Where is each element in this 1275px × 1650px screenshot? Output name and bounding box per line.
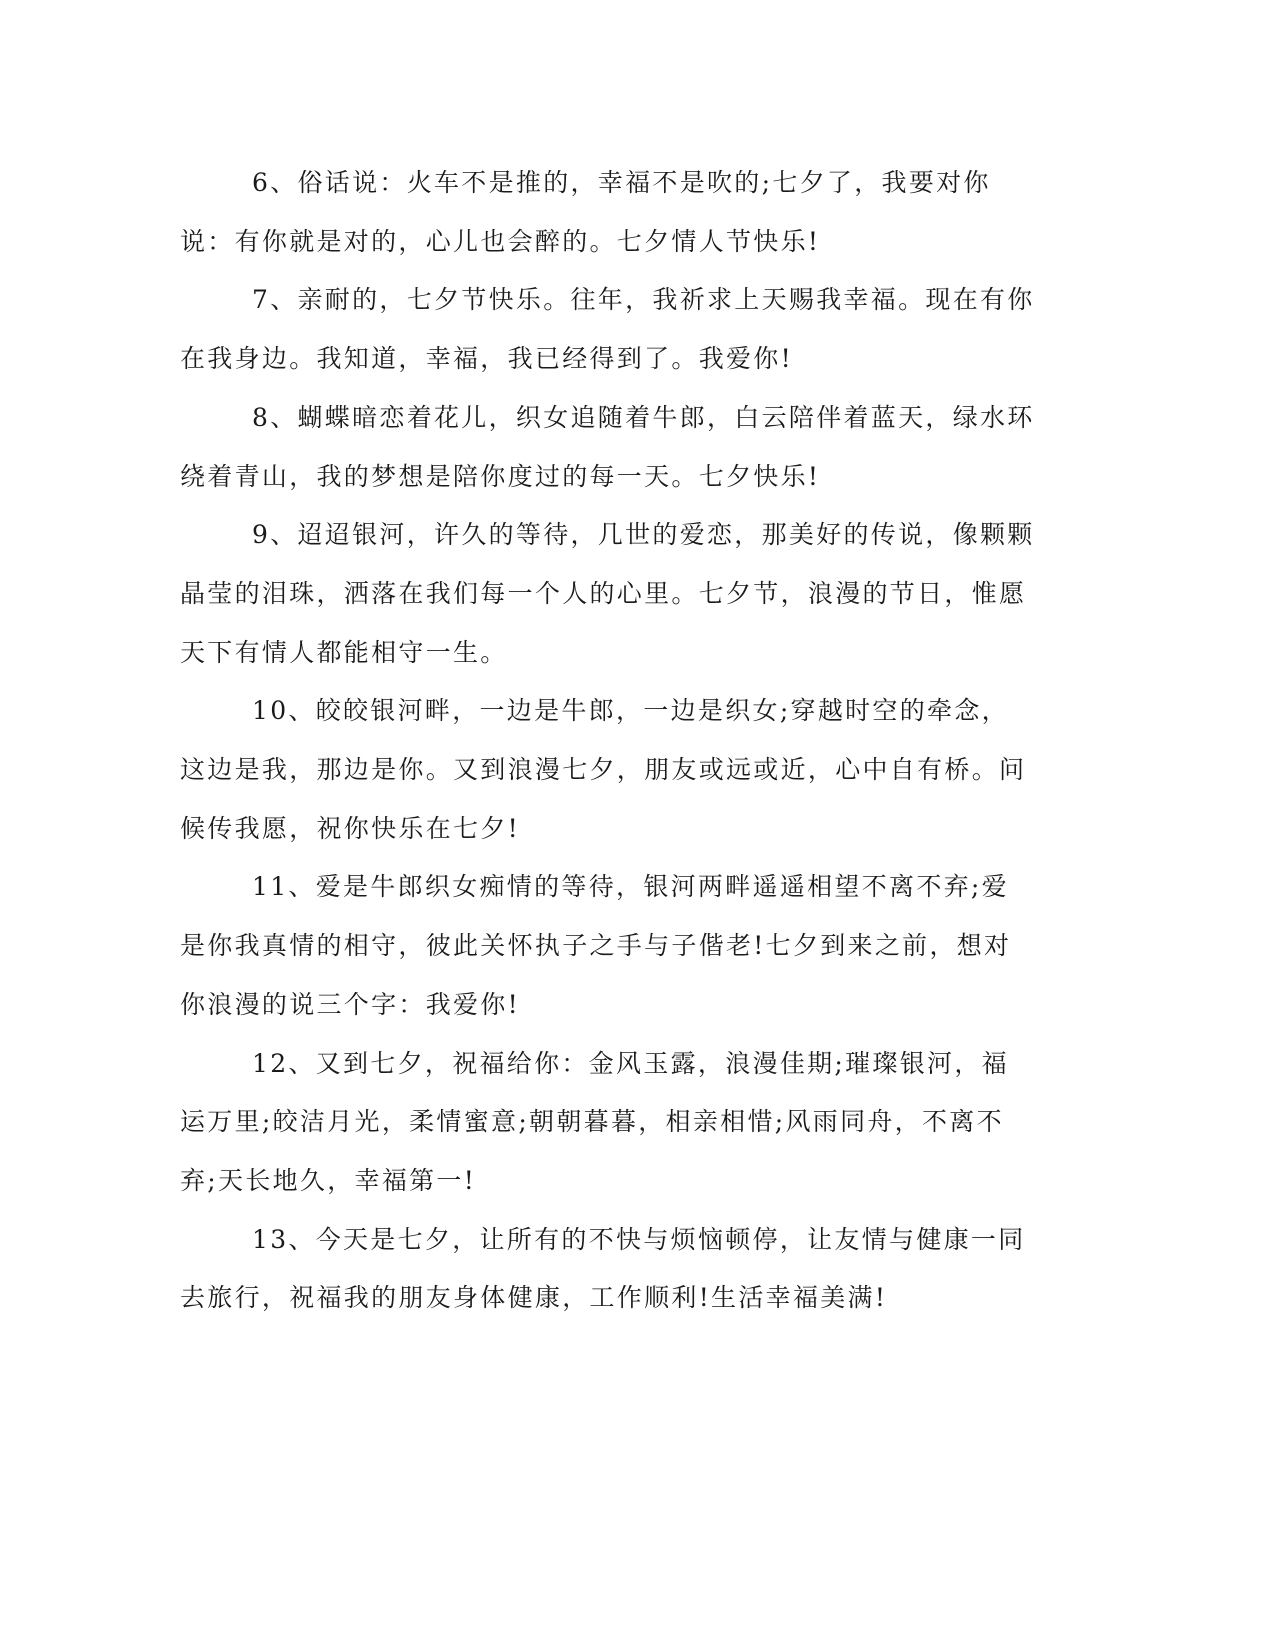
paragraph-13: 13、今天是七夕，让所有的不快与烦恼顿停，让友情与健康一同去旅行，祝福我的朋友身体健康，工作顺利!生活幸福美满! bbox=[180, 1224, 1026, 1313]
paragraph-11: 11、爱是牛郎织女痴情的等待，银河两畔遥遥相望不离不弃;爱是你我真情的相守，彼此关怀执子之手与子偕老!七夕到来之前，想对你浪漫的说三个字：我爱你! bbox=[180, 872, 1012, 1019]
document-body bbox=[180, 154, 1035, 1328]
paragraph-12: 12、又到七夕，祝福给你：金风玉露，浪漫佳期;璀璨银河，福运万里;皎洁月光，柔情蜜意;朝朝暮暮，相亲相惜;风雨同舟，不离不弃;天长地久，幸福第一! bbox=[180, 1048, 1009, 1195]
paragraph-7: 7、亲耐的，七夕节快乐。往年，我祈求上天赐我幸福。现在有你在我身边。我知道，幸福，我已经得到了。我爱你! bbox=[180, 285, 1035, 374]
paragraph-10: 10、皎皎银河畔，一边是牛郎，一边是织女;穿越时空的牵念，这边是我，那边是你。又到浪漫七夕，朋友或远或近，心中自有桥。问候传我愿，祝你快乐在七夕! bbox=[180, 696, 1027, 843]
paragraph-6: 6、俗话说：火车不是推的，幸福不是吹的;七夕了，我要对你说：有你就是对的，心儿也会醉的。七夕情人节快乐! bbox=[180, 168, 991, 256]
paragraph-8: 8、蝴蝶暗恋着花儿，织女追随着牛郎，白云陪伴着蓝天，绿水环绕着青山，我的梦想是陪你度过的每一天。七夕快乐! bbox=[180, 402, 1035, 491]
paragraph-9: 9、迢迢银河，许久的等待，几世的爱恋，那美好的传说，像颗颗晶莹的泪珠，洒落在我们每一个人的心里。七夕节，浪漫的节日，惟愿天下有情人都能相守一生。 bbox=[180, 520, 1035, 667]
